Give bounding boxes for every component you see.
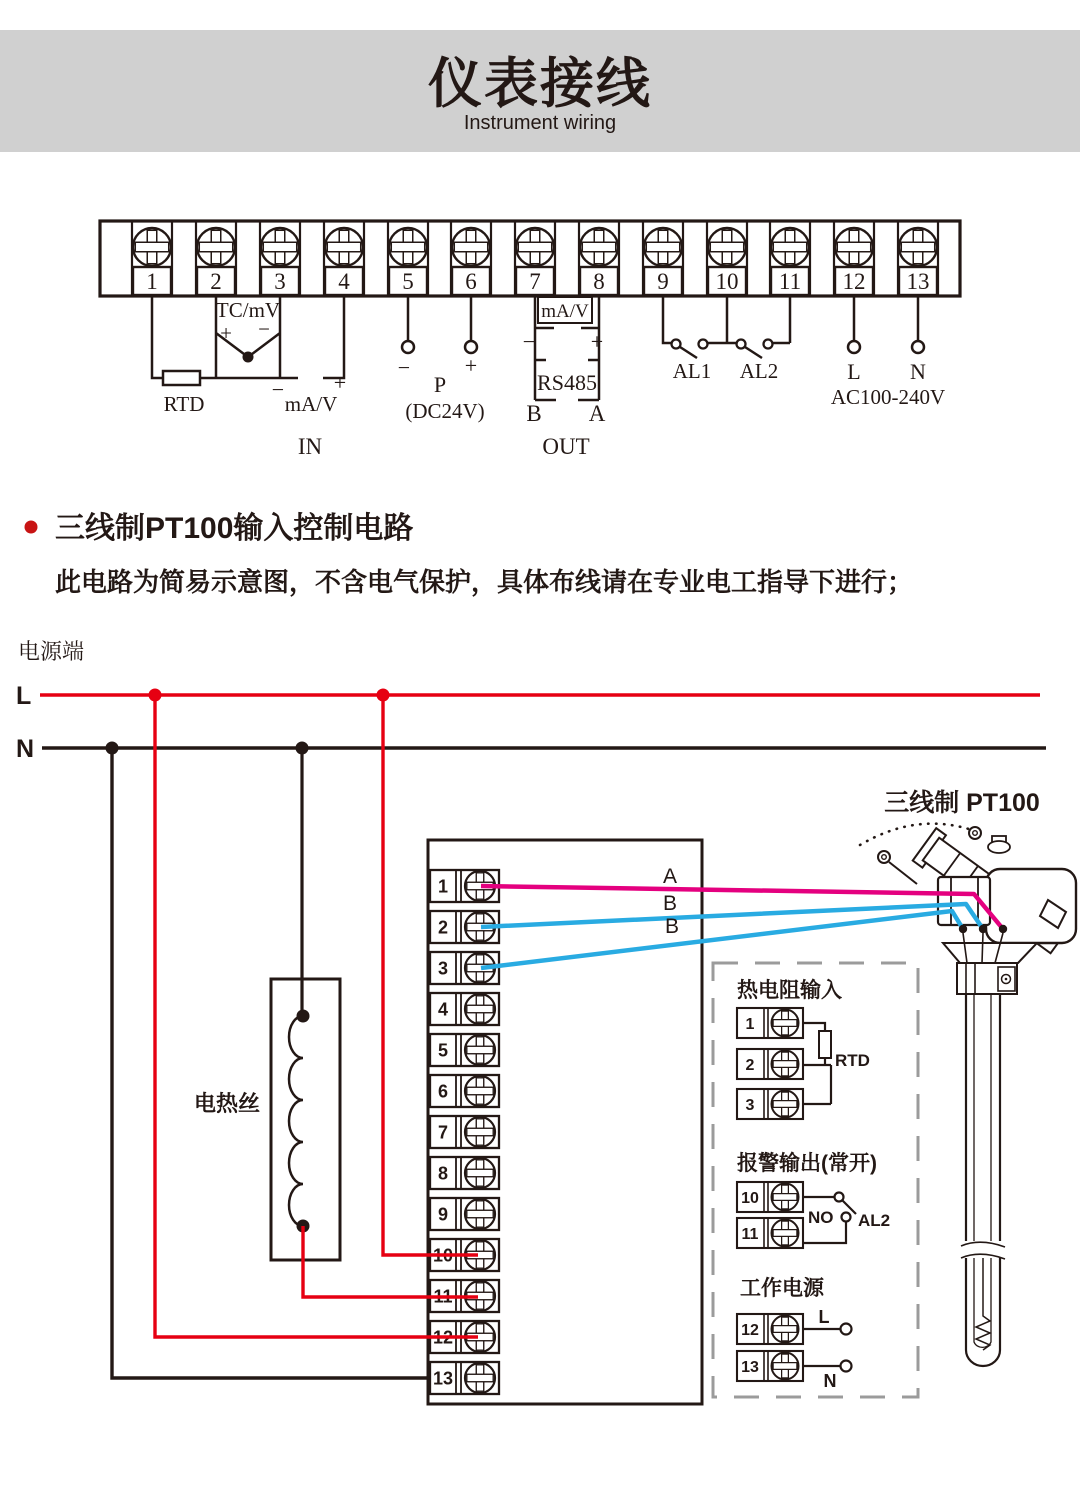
dc24v-label: (DC24V)	[405, 399, 485, 423]
live-junction-2	[377, 689, 390, 702]
alarm-section-title: 报警输出(常开)	[737, 1152, 877, 1175]
wire-b2-blue	[481, 911, 963, 968]
chain-eyelet-1	[878, 851, 890, 863]
detail-terminal-3	[737, 1089, 803, 1119]
alarm-section-terminals	[737, 1182, 803, 1248]
supply-wires	[106, 689, 479, 1379]
sensor-neck	[943, 943, 1037, 963]
detail-terminal-number: 1	[745, 1016, 755, 1033]
p-minus-sign: −	[397, 355, 411, 380]
al2-contact-a	[737, 340, 746, 349]
top-terminal-number: 2	[210, 269, 222, 294]
chain-eyelet-2	[969, 827, 981, 839]
top-terminal-number: 5	[402, 269, 414, 294]
alarm-wiring	[663, 296, 790, 383]
detail-terminal-13	[737, 1351, 803, 1381]
controller-terminal-number: 13	[432, 1368, 454, 1389]
mains-n-label: N	[910, 359, 926, 384]
sensor-chain	[860, 824, 972, 845]
mains-l-label: L	[847, 359, 861, 384]
mav-in-label: mA/V	[284, 392, 338, 416]
rs485-a-label: A	[588, 401, 606, 426]
top-terminal-number: 12	[842, 269, 866, 294]
top-terminal-1	[132, 222, 172, 295]
wire-b2-label: B	[664, 915, 680, 938]
power-section-terminals	[737, 1314, 803, 1381]
mains-wiring	[831, 296, 945, 409]
tc-minus-sign: −	[258, 317, 270, 341]
controller-terminal-9	[430, 1198, 499, 1230]
detail-terminal-number: 3	[745, 1097, 755, 1114]
top-terminal-number: 4	[338, 269, 350, 294]
page-subtitle: Instrument wiring	[463, 112, 617, 134]
controller-terminal-7	[430, 1116, 499, 1148]
top-terminal-number: 8	[593, 269, 605, 294]
power-side-label: 电源端	[18, 639, 85, 664]
heater-label: 电热丝	[193, 1091, 261, 1116]
controller-terminal-4	[430, 993, 499, 1025]
controller-terminal-number: 12	[432, 1327, 454, 1348]
neutral-rail-label: N	[16, 735, 35, 763]
top-terminal-8	[579, 222, 619, 295]
mav-in-minus: −	[271, 377, 285, 402]
p-label: P	[433, 372, 447, 397]
alarm-section-wiring	[803, 1193, 890, 1244]
controller-terminal-number: 4	[437, 999, 449, 1020]
top-terminal-number: 6	[465, 269, 477, 294]
controller-terminal-number: 9	[437, 1204, 449, 1225]
top-terminal-3	[260, 222, 300, 295]
output-wiring	[523, 296, 606, 459]
detail-l-label: L	[818, 1307, 830, 1327]
heater-top-node	[297, 1010, 310, 1023]
top-terminal-number: 11	[778, 269, 802, 294]
controller-terminal-number: 11	[433, 1286, 453, 1307]
detail-l-circle	[841, 1324, 852, 1335]
neutral-junction-2	[296, 742, 309, 755]
power-section-title: 工作电源	[740, 1277, 824, 1300]
wire-b2-end-dot	[959, 925, 967, 933]
chain-link	[889, 862, 917, 884]
mav-in-plus: +	[333, 370, 347, 395]
wire-b1-label: B	[662, 892, 678, 915]
power-rails	[16, 682, 1046, 763]
top-terminal-13	[898, 222, 938, 295]
probe-element-zigzag	[976, 1258, 990, 1350]
detail-terminal-10	[737, 1182, 803, 1212]
top-terminal-9	[643, 222, 683, 295]
detail-no-label: NO	[808, 1208, 834, 1227]
al1-contact-a	[672, 340, 681, 349]
detail-terminal-1	[737, 1008, 803, 1038]
header	[0, 30, 1080, 152]
wire-b1-end-dot	[979, 925, 987, 933]
top-terminal-7	[515, 222, 555, 295]
p-minus-terminal-circle	[402, 341, 414, 353]
rs485-label: RS485	[537, 370, 597, 395]
in-label: IN	[297, 434, 323, 459]
chain-eyelet-2-inner	[973, 831, 978, 836]
wire-a-end-dot	[999, 925, 1007, 933]
top-terminal-number: 3	[274, 269, 286, 294]
mains-n-circle	[912, 341, 924, 353]
detail-terminal-number: 10	[741, 1190, 759, 1207]
rtd-resistor-symbol	[163, 371, 200, 385]
top-terminal-4	[324, 222, 364, 295]
detail-terminal-number: 12	[741, 1322, 759, 1339]
controller-terminals	[430, 870, 499, 1394]
cap-screw-washer	[988, 841, 1010, 853]
sensor-collar	[957, 963, 1017, 994]
detail-al2-contact-b	[842, 1213, 851, 1222]
detail-terminal-2	[737, 1049, 803, 1079]
al1-label: AL1	[672, 359, 712, 383]
top-terminal-number: 10	[715, 269, 739, 294]
neutral-junction-1	[106, 742, 119, 755]
detail-rtd-label: RTD	[835, 1051, 870, 1070]
controller-terminal-6	[430, 1075, 499, 1107]
pt100-sensor	[860, 789, 1076, 1366]
detail-terminal-number: 13	[741, 1359, 759, 1376]
al2-label: AL2	[739, 359, 779, 383]
controller-terminal-number: 10	[432, 1245, 454, 1266]
detail-al2-label: AL2	[858, 1211, 891, 1230]
p-plus-terminal-circle	[465, 341, 477, 353]
rs485-plus: +	[590, 329, 604, 354]
page-title: 仪表接线	[428, 54, 652, 114]
sensor-probe-tube	[959, 994, 1007, 1366]
heater-coil	[289, 1016, 303, 1226]
top-terminal-number: 9	[657, 269, 669, 294]
mav-out-label: mA/V	[541, 301, 589, 322]
top-terminal-10	[707, 222, 747, 295]
input-wiring	[152, 296, 346, 459]
rs485-minus: −	[522, 329, 536, 354]
controller-terminal-5	[430, 1034, 499, 1066]
detail-n-label: N	[823, 1371, 837, 1391]
controller-terminal-number: 5	[437, 1040, 449, 1061]
thermocouple-junction-dot	[243, 352, 254, 363]
mains-l-circle	[848, 341, 860, 353]
p-plus-sign: +	[464, 353, 478, 378]
out-label: OUT	[542, 434, 590, 459]
detail-terminal-number: 2	[745, 1057, 755, 1074]
terminal-strip	[100, 221, 960, 459]
sensor-title: 三线制 PT100	[884, 789, 1040, 817]
section-heading	[18, 511, 913, 664]
detail-al2-contact-a	[835, 1193, 844, 1202]
live-rail-label: L	[16, 682, 32, 710]
controller-terminal-number: 3	[437, 958, 449, 979]
al2-contact-b	[764, 340, 773, 349]
top-terminal-2	[196, 222, 236, 295]
controller-terminal-number: 2	[437, 917, 449, 938]
controller-terminal-number: 6	[437, 1081, 449, 1102]
live-junction-1	[149, 689, 162, 702]
tc-plus-sign: +	[220, 321, 232, 345]
controller-terminal-number: 8	[437, 1163, 449, 1184]
controller-terminal-number: 7	[437, 1122, 449, 1143]
detail-terminal-11	[737, 1218, 803, 1248]
top-terminal-number: 1	[146, 269, 158, 294]
top-terminal-number: 13	[906, 269, 930, 294]
sensor-wires	[481, 865, 1007, 968]
section-note: 此电路为简易示意图，不含电气保护，具体布线请在专业电工指导下进行；	[55, 567, 914, 597]
controller-terminal-number: 1	[437, 876, 449, 897]
rtd-section-terminals	[737, 1008, 803, 1119]
chain-eyelet-1-inner	[882, 855, 887, 860]
heater-branch	[194, 748, 340, 1260]
detail-n-circle	[841, 1361, 852, 1372]
tc-mv-label: TC/mV	[215, 298, 281, 322]
detail-rtd-resistor	[819, 1031, 831, 1058]
power-section-wiring	[803, 1307, 852, 1391]
ac-range-label: AC100-240V	[830, 385, 946, 409]
rtd-section-wiring	[803, 1023, 870, 1104]
detail-box	[713, 963, 918, 1397]
sensor-head-body	[986, 869, 1076, 943]
section-title: 三线制PT100输入控制电路	[55, 512, 414, 545]
top-terminal-number: 7	[529, 269, 541, 294]
top-terminal-11	[770, 222, 810, 295]
top-terminal-5	[388, 222, 428, 295]
controller-terminal-13	[430, 1362, 499, 1394]
bullet-icon	[25, 521, 38, 534]
rs485-b-label: B	[526, 401, 542, 426]
top-terminal-6	[451, 222, 491, 295]
terminal-strip-cells	[132, 222, 938, 295]
top-terminal-12	[834, 222, 874, 295]
rtd-section-title: 热电阻输入	[737, 979, 842, 1002]
rtd-label: RTD	[163, 392, 205, 416]
detail-terminal-number: 11	[741, 1226, 759, 1243]
controller-terminal-8	[430, 1157, 499, 1189]
al1-contact-b	[699, 340, 708, 349]
p-dc24v-wiring	[398, 296, 485, 423]
detail-terminal-12	[737, 1314, 803, 1344]
wire-a-label: A	[662, 865, 678, 888]
